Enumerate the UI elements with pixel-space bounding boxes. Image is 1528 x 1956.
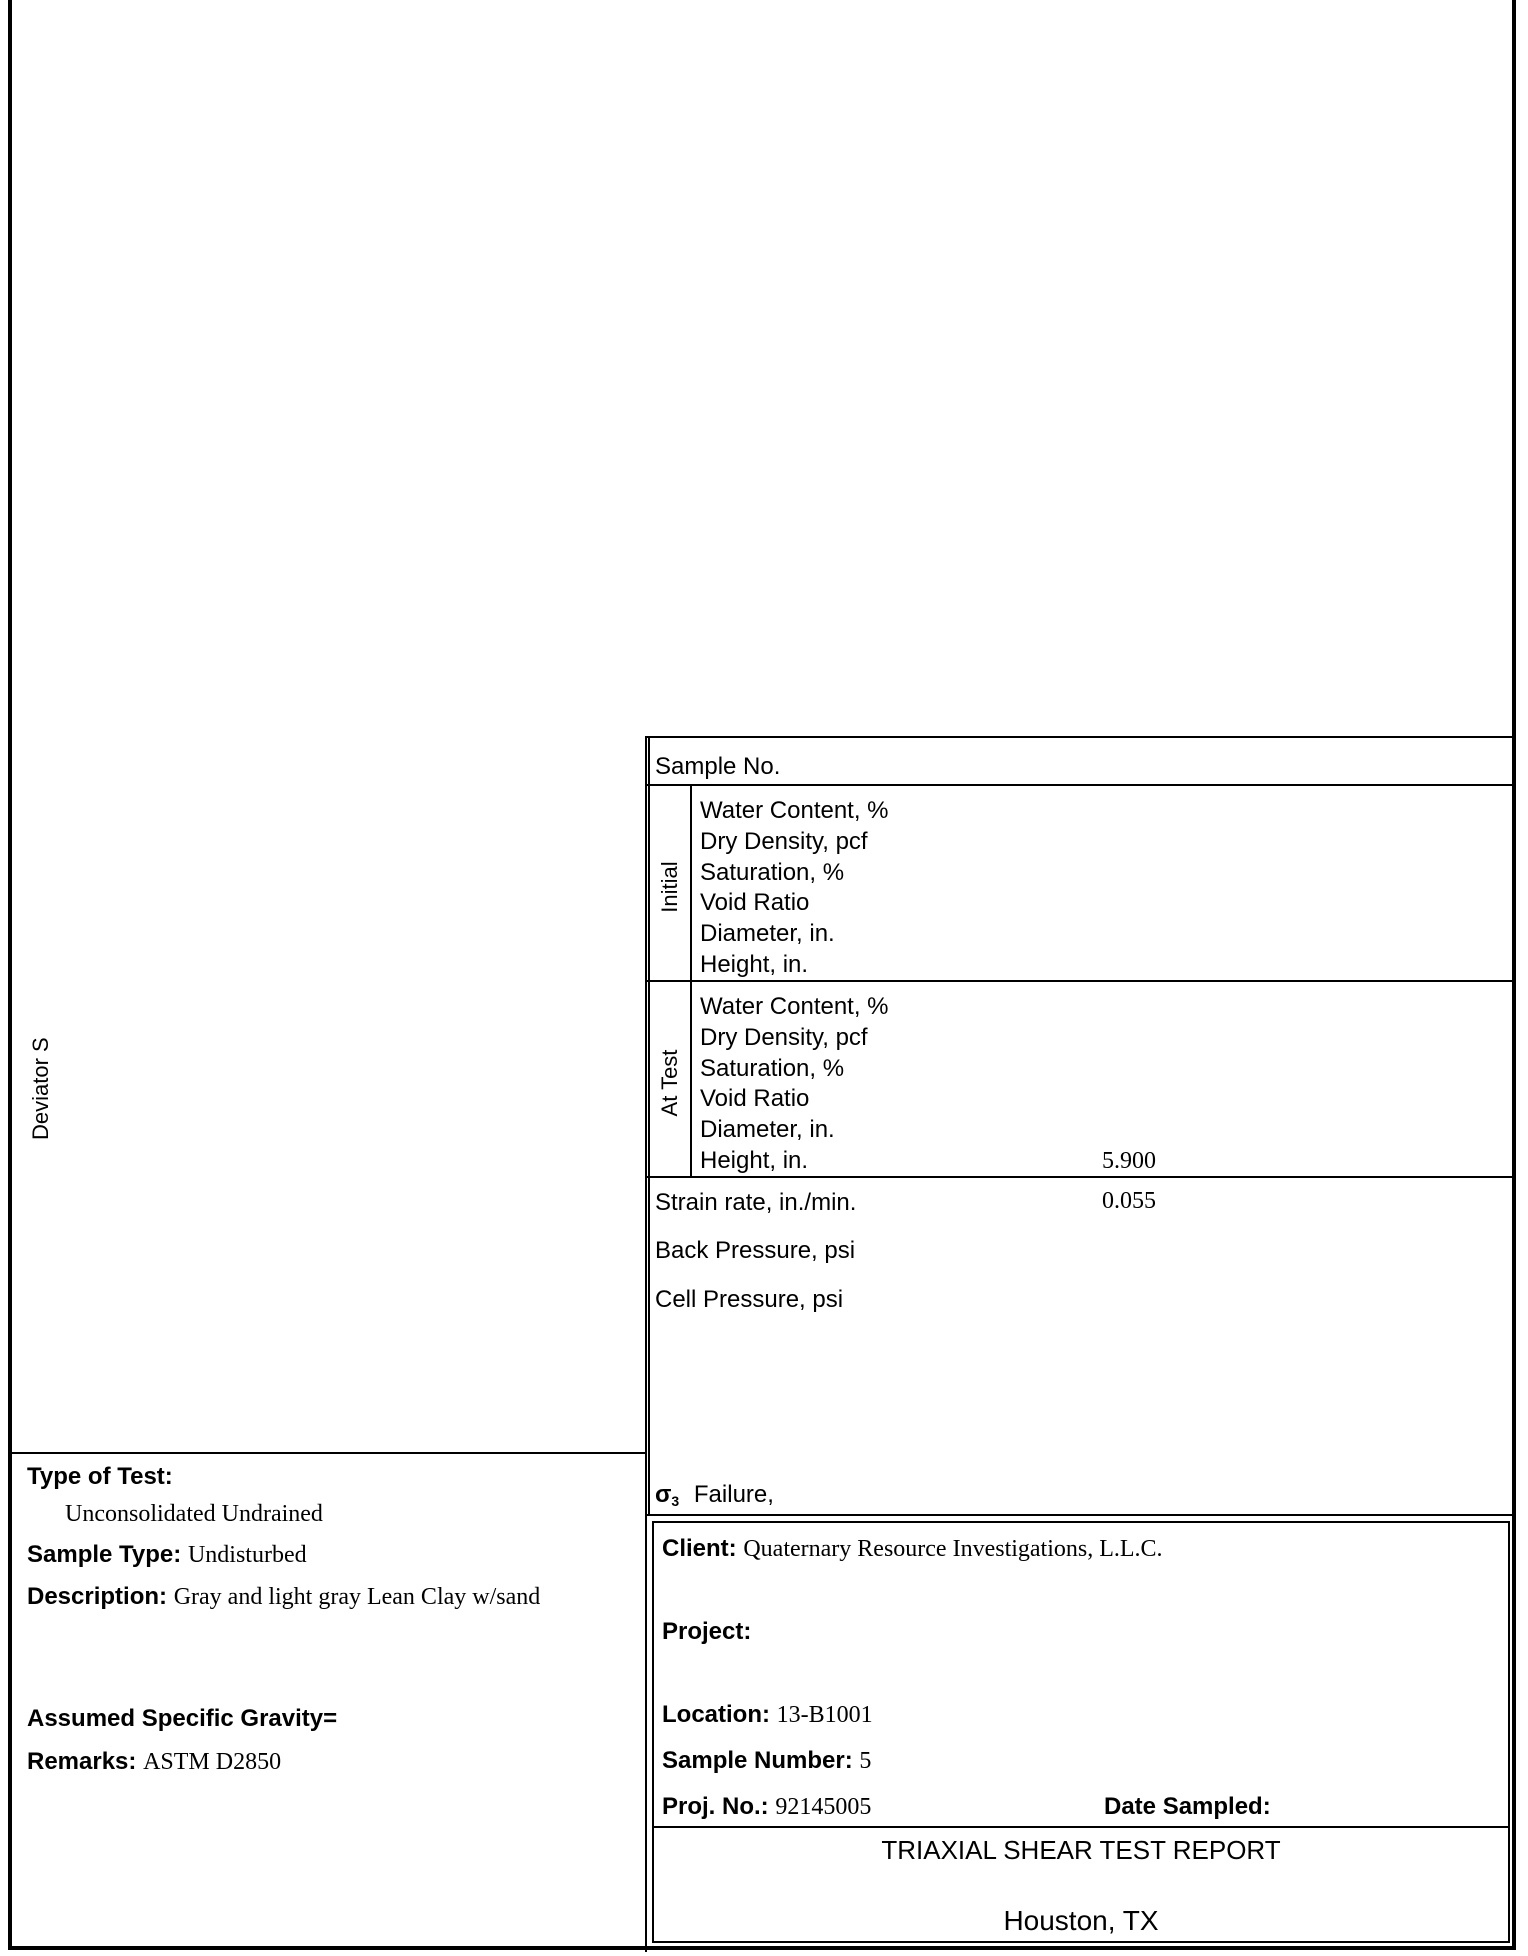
- sample-no-divider: [645, 784, 1516, 786]
- project-box-bottom: [652, 1941, 1510, 1943]
- sample-type-row: [27, 1540, 307, 1570]
- description-row: [27, 1582, 540, 1612]
- initial-height: Height, in.: [700, 951, 809, 978]
- proj-no-value: 92145005: [775, 1794, 872, 1820]
- strain-rate-value: 0.055: [1102, 1188, 1156, 1214]
- description-value: Gray and light gray Lean Clay w/sand: [173, 1584, 541, 1610]
- initial-water-content: Water Content, %: [700, 797, 889, 824]
- sample-no-label: Sample No.: [655, 753, 781, 780]
- failure-label: Failure,: [693, 1481, 774, 1508]
- date-sampled-label: Date Sampled:: [1104, 1793, 1271, 1820]
- back-pressure-label: Back Pressure, psi: [655, 1237, 856, 1264]
- sample-type-label: Sample Type:: [27, 1541, 182, 1568]
- table-top-line: [645, 736, 1516, 738]
- sample-number-label: Sample Number:: [662, 1747, 853, 1774]
- strain-rate-label: Strain rate, in./min.: [655, 1189, 857, 1216]
- at-test-group-divider: [690, 980, 692, 1176]
- test-info-top-line: [12, 1452, 647, 1454]
- project-label: Project:: [662, 1618, 752, 1645]
- report-title: TRIAXIAL SHEAR TEST REPORT: [881, 1835, 1281, 1865]
- table-left-line: [645, 736, 647, 1516]
- sigma-symbol: σ: [655, 1481, 672, 1508]
- initial-group-label: Initial: [657, 861, 682, 913]
- at-test-height: Height, in.: [700, 1147, 809, 1174]
- at-test-height-value: 5.900: [1102, 1148, 1156, 1174]
- at-test-bottom-divider: [645, 1176, 1516, 1178]
- at-test-diameter: Diameter, in.: [700, 1116, 835, 1143]
- cell-pressure-label: Cell Pressure, psi: [655, 1286, 844, 1313]
- initial-saturation: Saturation, %: [700, 859, 845, 886]
- table-left-line-2: [648, 736, 650, 1516]
- at-test-water-content: Water Content, %: [700, 993, 889, 1020]
- location-value: 13-B1001: [776, 1702, 873, 1728]
- project-box-left: [652, 1521, 654, 1943]
- remarks-value: ASTM D2850: [143, 1749, 282, 1775]
- initial-bottom-divider: [645, 980, 1516, 982]
- type-of-test-label: Type of Test:: [27, 1463, 173, 1490]
- description-label: Description:: [27, 1583, 168, 1610]
- project-box-right: [1508, 1521, 1510, 1943]
- initial-group-divider: [690, 784, 692, 980]
- sigma3-failure-label: [655, 1480, 774, 1516]
- initial-void-ratio: Void Ratio: [700, 889, 810, 916]
- at-test-void-ratio: Void Ratio: [700, 1085, 810, 1112]
- y-axis-label: Deviator S: [28, 1037, 53, 1140]
- assumed-specific-gravity-label: Assumed Specific Gravity=: [27, 1705, 338, 1732]
- proj-no-label: Proj. No.:: [662, 1793, 769, 1820]
- sample-number-row: [662, 1746, 871, 1776]
- sample-number-value: 5: [859, 1748, 872, 1774]
- client-row: [662, 1534, 1163, 1564]
- project-box-left-outer: [645, 1514, 647, 1952]
- table-bottom-line: [645, 1514, 1516, 1516]
- at-test-group-label: At Test: [657, 1049, 682, 1117]
- location-row: [662, 1700, 873, 1730]
- at-test-saturation: Saturation, %: [700, 1055, 845, 1082]
- initial-dry-density: Dry Density, pcf: [700, 828, 868, 855]
- at-test-dry-density: Dry Density, pcf: [700, 1024, 868, 1051]
- sample-type-value: Undisturbed: [187, 1542, 307, 1568]
- remarks-label: Remarks:: [27, 1748, 137, 1775]
- type-of-test-value: Unconsolidated Undrained: [65, 1501, 323, 1527]
- report-title-divider: [652, 1826, 1510, 1828]
- remarks-row: [27, 1747, 281, 1777]
- sigma-subscript: 3: [671, 1493, 680, 1509]
- initial-diameter: Diameter, in.: [700, 920, 835, 947]
- report-city: Houston, TX: [1003, 1905, 1159, 1936]
- project-box-top: [652, 1521, 1510, 1523]
- client-value: Quaternary Resource Investigations, L.L.C.: [743, 1536, 1163, 1562]
- client-label: Client:: [662, 1535, 737, 1562]
- proj-no-row: [662, 1792, 871, 1822]
- location-label: Location:: [662, 1701, 770, 1728]
